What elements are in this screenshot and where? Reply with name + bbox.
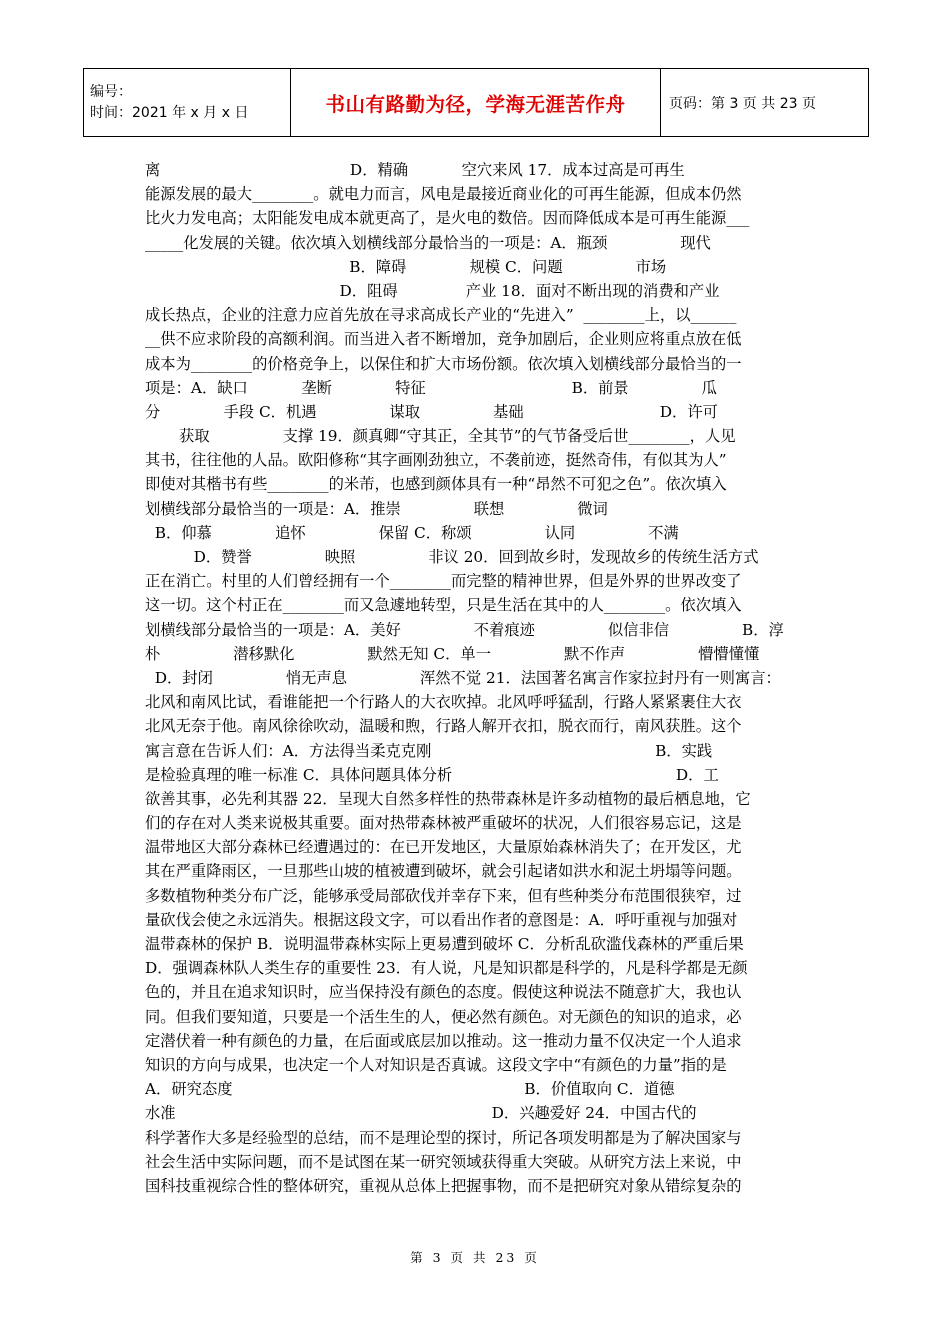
body-line: 水准 D．兴趣爱好 24．中国古代的 <box>145 1104 697 1123</box>
body-line: B．仰慕 追怀 保留 C．称颂 认同 不满 <box>145 523 679 542</box>
body-line: 比火力发电高；太阳能发电成本就更高了，是火电的数倍。因而降低成本是可再生能源___ <box>145 209 750 228</box>
body-line: 量砍伐会使之永远消失。根据这段文字，可以看出作者的意图是：A．呼吁重视与加强对 <box>145 910 738 929</box>
body-line: 寓言意在告诉人们：A．方法得当柔克克刚 B．实践 <box>145 741 713 760</box>
body-line: 其在严重降雨区，一旦那些山坡的植被遭到破坏，就会引起诸如洪水和泥土坍塌等问题。 <box>145 862 742 881</box>
body-line: 温带地区大部分森林已经遭遇过的：在已开发地区，大量原始森林消失了；在开发区，尤 <box>145 838 742 857</box>
body-line: 分 手段 C．机遇 谋取 基础 D．许可 <box>145 402 718 421</box>
body-line: D．赞誉 映照 非议 20．回到故乡时，发现故乡的传统生活方式 <box>145 548 759 566</box>
body-line: 温带森林的保护 B．说明温带森林实际上更易遭到破坏 C．分析乱砍滥伐森林的严重后果 <box>145 935 744 953</box>
document-header <box>83 68 869 137</box>
body-line: 国科技重视综合性的整体研究，重视从总体上把握事物，而不是把研究对象从错综复杂的 <box>145 1176 742 1195</box>
body-line: A．研究态度 B．价值取向 C．道德 <box>145 1080 675 1099</box>
body-line: 社会生活中实际问题，而不是试图在某一研究领域获得重大突破。从研究方法上来说，中 <box>145 1152 742 1171</box>
body-line: 成长热点，企业的注意力应首先放在寻求高成长产业的“先进入” ________上，以______ <box>145 306 737 325</box>
body-line: 朴 潜移默化 默然无知 C．单一 默不作声 懵懵懂懂 <box>145 644 760 663</box>
body-line: __供不应求阶段的高额利润。而当进入者不断增加，竞争加剧后，企业则应将重点放在低 <box>145 330 742 349</box>
body-line: _____化发展的关键。依次填入划横线部分最恰当的一项是：A．瓶颈 现代 <box>145 233 711 252</box>
body-line: 划横线部分最恰当的一项是：A．美好 不着痕迹 似信非信 B．淳 <box>145 620 784 639</box>
body-line: 是检验真理的唯一标准 C．具体问题具体分析 D．工 <box>145 765 719 784</box>
body-line: 们的存在对人类来说极其重要。面对热带森林被严重破坏的状况，人们很容易忘记，这是 <box>145 814 742 833</box>
body-line: 离 D．精确 空穴来风 17．成本过高是可再生 <box>145 161 685 179</box>
body-line: 其书，往往他的人品。欧阳修称“其字画刚劲独立，不袭前迹，挺然奇伟，有似其为人” <box>145 451 727 470</box>
page-footer: 第 3 页 共 23 页 <box>410 1250 540 1265</box>
body-line: 能源发展的最大________。就电力而言，风电是最接近商业化的可再生能源，但成本仍然 <box>145 185 742 204</box>
body-line: 正在消亡。村里的人们曾经拥有一个________而完整的精神世界，但是外界的世界改变了 <box>145 572 742 591</box>
body-line: D．阻碍 产业 18．面对不断出现的消费和产业 <box>145 281 720 300</box>
body-line: 北风和南风比试，看谁能把一个行路人的大衣吹掉。北风呼呼猛刮，行路人紧紧裹住大衣 <box>145 693 742 712</box>
body-line: 即使对其楷书有些________的米芾，也感到颜体具有一种“昂然不可犯之色”。依次填入 <box>145 475 727 494</box>
body-line: 科学著作大多是经验型的总结，而不是理论型的探讨，所记各项发明都是为了解决国家与 <box>145 1128 742 1147</box>
body-line: D．封闭 悄无声息 浑然不觉 21．法国著名寓言作家拉封丹有一则寓言： <box>145 668 781 687</box>
body-line: 知识的方向与成果，也决定一个人对知识是否真诚。这段文字中“有颜色的力量”指的是 <box>145 1055 727 1074</box>
body-line: 项是：A．缺口 垄断 特征 B．前景 瓜 <box>145 378 717 397</box>
document-body <box>145 158 807 1198</box>
body-line: 北风无奈于他。南风徐徐吹动，温暖和煦，行路人解开衣扣，脱衣而行，南风获胜。这个 <box>145 717 742 736</box>
body-line: 获取 支撑 19．颜真卿“守其正，全其节”的气节备受后世________，人见 <box>145 427 736 446</box>
header-motto: 书山有路勤为径，学海无涯苦作舟 <box>291 69 661 137</box>
body-line: 成本为________的价格竞争上，以保住和扩大市场份额。依次填入划横线部分最恰当的一 <box>145 354 742 373</box>
body-line: B．障碍 规模 C．问题 市场 <box>145 257 667 276</box>
date-label: 时间：2021 年 x 月 x 日 <box>90 104 249 121</box>
body-line: D．强调森林队人类生存的重要性 23．有人说，凡是知识都是科学的，凡是科学都是无颜 <box>145 959 748 978</box>
header-meta-cell <box>84 69 291 137</box>
body-line: 色的，并且在追求知识时，应当保持没有颜色的态度。假使这种说法不随意扩大，我也认 <box>145 983 742 1002</box>
body-line: 同。但我们要知道，只要是一个活生生的人，便必然有颜色。对无颜色的知识的追求，必 <box>145 1007 742 1026</box>
body-line: 划横线部分最恰当的一项是：A．推崇 联想 微词 <box>145 499 608 518</box>
body-line: 欲善其事，必先利其器 22．呈现大自然多样性的热带森林是许多动植物的最后栖息地，它 <box>145 789 751 808</box>
body-line: 这一切。这个村正在________而又急遽地转型，只是生活在其中的人________。依次填入 <box>145 596 742 615</box>
serial-number-label: 编号： <box>90 83 132 100</box>
header-page-info: 页码：第 3 页 共 23 页 <box>661 69 869 137</box>
body-line: 定潜伏着一种有颜色的力量，在后面或底层加以推动。这一推动力量不仅决定一个人追求 <box>145 1031 742 1050</box>
body-line: 多数植物种类分布广泛，能够承受局部砍伐并幸存下来，但有些种类分布范围很狭窄，过 <box>145 886 742 905</box>
